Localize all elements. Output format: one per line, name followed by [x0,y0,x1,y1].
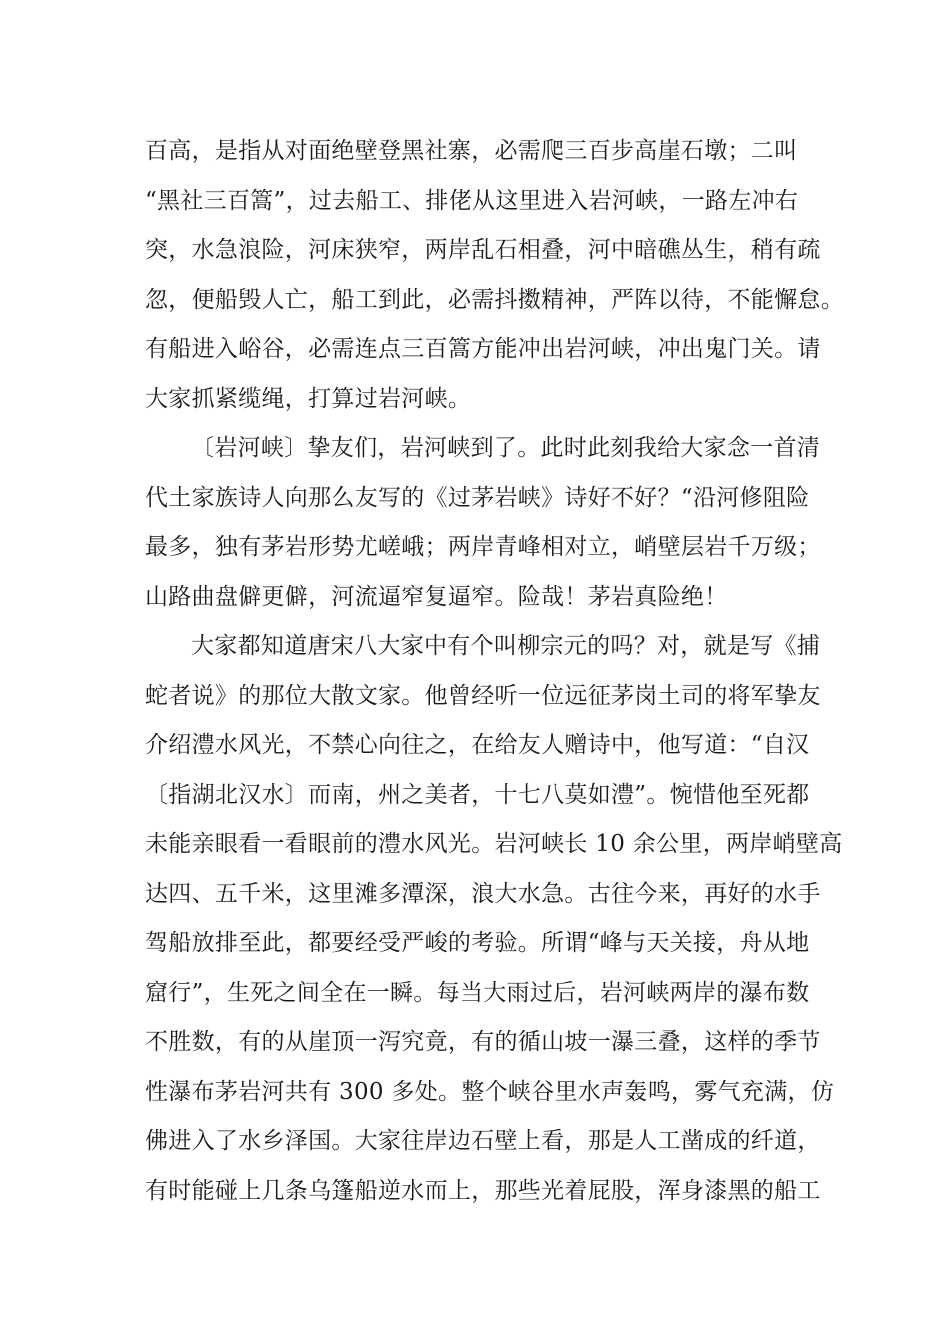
text-line: 佛进入了水乡泽国。大家往岸边石壁上看，那是人工凿成的纤道， [145,1128,821,1154]
text-line: 窟行”，生死之间全在一瞬。每当大雨过后，岩河峡两岸的瀑布数 [145,979,810,1006]
text-line: 有船进入峪谷，必需连点三百篙方能冲出岩河峡，冲出鬼门关。请 [145,336,821,362]
text-line: 百高，是指从对面绝壁登黑社寨，必需爬三百步高崖石墩；二叫 [145,138,798,164]
text-line: 〔指湖北汉水〕而南，州之美者，十七八莫如澧”。惋惜他至死都 [145,781,810,808]
text-line: 有时能碰上几条乌篷船逆水而上，那些光着屁股，浑身漆黑的船工 [145,1177,821,1204]
paragraph-start-line: 〔岩河峡〕挚友们，岩河峡到了。此时此刻我给大家念一首清 [191,435,821,461]
text-line: 突，水急浪险，河床狭窄，两岸乱石相叠，河中暗礁丛生，稍有疏 [145,237,821,263]
document-body [145,127,845,1216]
text-line: 不胜数，有的从崖顶一泻究竟，有的循山坡一瀑三叠，这样的季节 [145,1029,821,1055]
text-line: 最多，独有茅岩形势尤嵯峨；两岸青峰相对立，峭壁层岩千万级； [145,534,821,560]
text-line: “黑社三百篙”，过去船工、排佬从这里进入岩河峡，一路左冲右 [145,187,799,214]
text-line: 性瀑布茅岩河共有 300 多处。整个峡谷里水声轰鸣，雾气充满，仿 [145,1078,835,1105]
text-line: 山路曲盘僻更僻，河流逼窄复逼窄。险哉！茅岩真险绝！ [145,583,728,610]
text-line: 蛇者说》的那位大散文家。他曾经听一位远征茅岗土司的将军挚友 [145,682,821,709]
text-line: 驾船放排至此，都要经受严峻的考验。所谓“峰与天关接，舟从地 [145,930,810,956]
paragraph-start-line: 大家都知道唐宋八大家中有个叫柳宗元的吗？对，就是写《捕 [191,633,821,659]
text-line: 大家抓紧缆绳，打算过岩河峡。 [145,385,472,412]
text-line: 忽，便船毁人亡，船工到此，必需抖擞精神，严阵以待，不能懈怠。 [145,286,844,313]
text-line: 未能亲眼看一看眼前的澧水风光。岩河峡长 10 余公里，两岸峭壁高 [145,831,843,857]
text-line: 达四、五千米，这里滩多潭深，浪大水急。古往今来，再好的水手 [145,880,821,907]
text-line: 介绍澧水风光，不禁心向往之，在给友人赠诗中，他写道：“自汉 [145,732,810,758]
text-line: 代土家族诗人向那么友写的《过茅岩峡》诗好不好？“沿河修阻险 [145,484,810,511]
